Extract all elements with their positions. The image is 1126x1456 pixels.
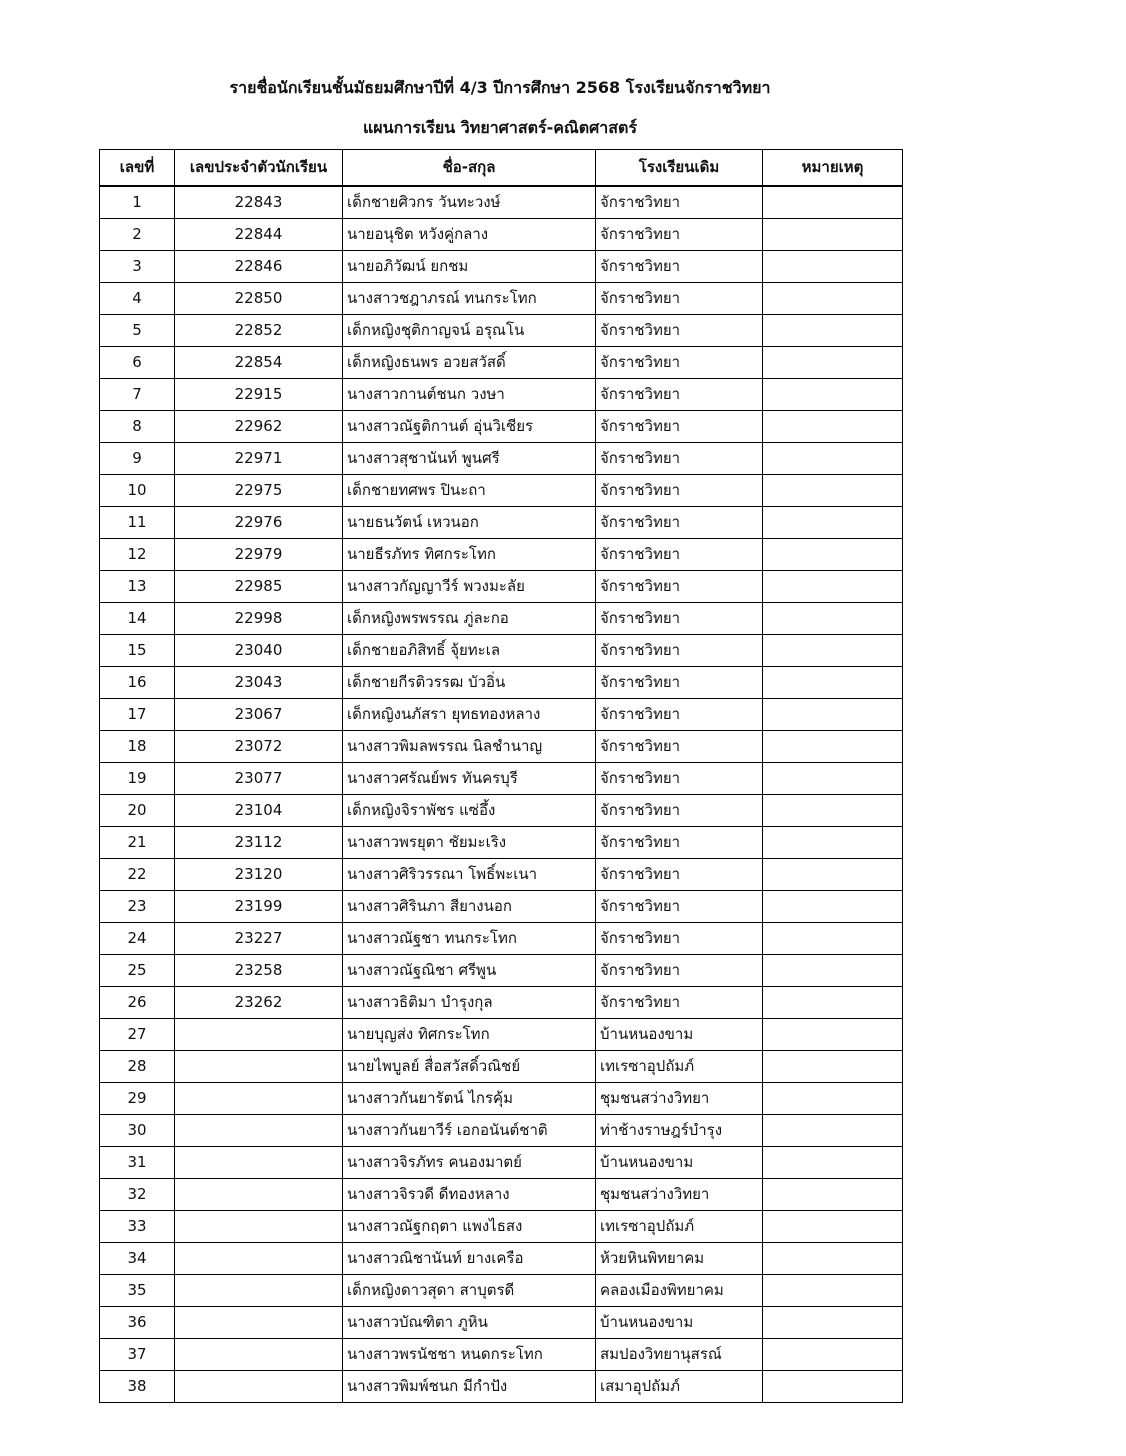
previous-school: จักราชวิทยา xyxy=(596,283,763,315)
table-row xyxy=(100,1339,903,1371)
previous-school: เทเรซาอุปถัมภ์ xyxy=(596,1051,763,1083)
student-name: นางสาวพรยุตา ชัยมะเริง xyxy=(343,827,596,859)
table-row xyxy=(100,186,903,219)
student-id: 22852 xyxy=(175,315,343,347)
remarks xyxy=(763,1371,903,1403)
previous-school: เสมาอุปถัมภ์ xyxy=(596,1371,763,1403)
remarks xyxy=(763,1147,903,1179)
row-number: 7 xyxy=(100,379,175,411)
row-number: 24 xyxy=(100,923,175,955)
remarks xyxy=(763,827,903,859)
remarks xyxy=(763,891,903,923)
student-id: 22976 xyxy=(175,507,343,539)
previous-school: ห้วยหินพิทยาคม xyxy=(596,1243,763,1275)
student-id xyxy=(175,1339,343,1371)
table-row xyxy=(100,763,903,795)
remarks xyxy=(763,1275,903,1307)
row-number: 14 xyxy=(100,603,175,635)
previous-school: จักราชวิทยา xyxy=(596,347,763,379)
previous-school: จักราชวิทยา xyxy=(596,219,763,251)
previous-school: จักราชวิทยา xyxy=(596,731,763,763)
student-name: นายบุญส่ง ทิศกระโทก xyxy=(343,1019,596,1051)
remarks xyxy=(763,475,903,507)
remarks xyxy=(763,186,903,219)
remarks xyxy=(763,603,903,635)
remarks xyxy=(763,539,903,571)
remarks xyxy=(763,1211,903,1243)
table-row xyxy=(100,219,903,251)
table-row xyxy=(100,1051,903,1083)
previous-school: จักราชวิทยา xyxy=(596,443,763,475)
row-number: 37 xyxy=(100,1339,175,1371)
row-number: 36 xyxy=(100,1307,175,1339)
row-number: 22 xyxy=(100,859,175,891)
row-number: 21 xyxy=(100,827,175,859)
row-number: 4 xyxy=(100,283,175,315)
row-number: 32 xyxy=(100,1179,175,1211)
previous-school: ท่าช้างราษฎร์บำรุง xyxy=(596,1115,763,1147)
remarks xyxy=(763,1339,903,1371)
table-row xyxy=(100,699,903,731)
remarks xyxy=(763,923,903,955)
remarks xyxy=(763,347,903,379)
row-number: 17 xyxy=(100,699,175,731)
student-id: 22843 xyxy=(175,186,343,219)
student-name: เด็กชายศิวกร วันทะวงษ์ xyxy=(343,186,596,219)
table-row xyxy=(100,443,903,475)
remarks xyxy=(763,1179,903,1211)
previous-school: จักราชวิทยา xyxy=(596,923,763,955)
remarks xyxy=(763,859,903,891)
previous-school: คลองเมืองพิทยาคม xyxy=(596,1275,763,1307)
remarks xyxy=(763,251,903,283)
student-id: 23067 xyxy=(175,699,343,731)
table-row xyxy=(100,1243,903,1275)
row-number: 15 xyxy=(100,635,175,667)
student-id: 23120 xyxy=(175,859,343,891)
remarks xyxy=(763,379,903,411)
table-row xyxy=(100,283,903,315)
table-row xyxy=(100,411,903,443)
student-name: นางสาวกานต์ชนก วงษา xyxy=(343,379,596,411)
remarks xyxy=(763,1083,903,1115)
row-number: 28 xyxy=(100,1051,175,1083)
remarks xyxy=(763,1051,903,1083)
student-id: 23258 xyxy=(175,955,343,987)
student-name: นายอภิวัฒน์ ยกชม xyxy=(343,251,596,283)
table-row xyxy=(100,571,903,603)
previous-school: จักราชวิทยา xyxy=(596,411,763,443)
student-id xyxy=(175,1147,343,1179)
remarks xyxy=(763,795,903,827)
student-name: นางสาวกันยาวีร์ เอกอนันต์ชาติ xyxy=(343,1115,596,1147)
student-name: นายไพบูลย์ สื่อสวัสดิ์วณิชย์ xyxy=(343,1051,596,1083)
student-name: เด็กหญิงธนพร อวยสวัสดิ์ xyxy=(343,347,596,379)
student-id: 22854 xyxy=(175,347,343,379)
student-id: 22979 xyxy=(175,539,343,571)
student-name: เด็กหญิงพรพรรณ ภู่ละกอ xyxy=(343,603,596,635)
student-name: นางสาวจิรภัทร คนองมาตย์ xyxy=(343,1147,596,1179)
student-id xyxy=(175,1019,343,1051)
row-number: 35 xyxy=(100,1275,175,1307)
table-row xyxy=(100,603,903,635)
previous-school: จักราชวิทยา xyxy=(596,667,763,699)
table-row xyxy=(100,475,903,507)
remarks xyxy=(763,699,903,731)
table-header-row xyxy=(100,150,903,187)
remarks xyxy=(763,283,903,315)
page-title: รายชื่อนักเรียนชั้นมัธยมศึกษาปีที่ 4/3 ปีการศึกษา 2568 โรงเรียนจักราชวิทยา xyxy=(229,78,771,97)
student-name: เด็กหญิงจิราพัชร แซ่อึ้ง xyxy=(343,795,596,827)
row-number: 27 xyxy=(100,1019,175,1051)
table-row xyxy=(100,795,903,827)
student-id: 22915 xyxy=(175,379,343,411)
student-name: นางสาวพิมพ์ชนก มีกำปัง xyxy=(343,1371,596,1403)
table-row xyxy=(100,1115,903,1147)
student-name: เด็กชายกีรติวรรฒ บัวอิ่น xyxy=(343,667,596,699)
student-name: นางสาวกันยารัตน์ ไกรคุ้ม xyxy=(343,1083,596,1115)
student-name: นางสาวชฎาภรณ์ ทนกระโทก xyxy=(343,283,596,315)
row-number: 19 xyxy=(100,763,175,795)
row-number: 16 xyxy=(100,667,175,699)
student-id xyxy=(175,1179,343,1211)
table-row xyxy=(100,859,903,891)
student-name: นางสาวณัฐติกานต์ อุ่นวิเชียร xyxy=(343,411,596,443)
remarks xyxy=(763,667,903,699)
remarks xyxy=(763,1019,903,1051)
remarks xyxy=(763,219,903,251)
remarks xyxy=(763,443,903,475)
table-row xyxy=(100,507,903,539)
table-row xyxy=(100,1179,903,1211)
remarks xyxy=(763,507,903,539)
row-number: 31 xyxy=(100,1147,175,1179)
previous-school: จักราชวิทยา xyxy=(596,315,763,347)
table-row xyxy=(100,955,903,987)
row-number: 23 xyxy=(100,891,175,923)
previous-school: จักราชวิทยา xyxy=(596,475,763,507)
student-name: นางสาวจิรวดี ดีทองหลาง xyxy=(343,1179,596,1211)
student-id xyxy=(175,1211,343,1243)
student-id xyxy=(175,1051,343,1083)
student-id: 22971 xyxy=(175,443,343,475)
student-id: 22985 xyxy=(175,571,343,603)
student-id xyxy=(175,1307,343,1339)
table-row xyxy=(100,1307,903,1339)
student-name: นางสาวบัณฑิตา ภูหิน xyxy=(343,1307,596,1339)
table-row xyxy=(100,667,903,699)
student-name: นายอนุชิต หวังคู่กลาง xyxy=(343,219,596,251)
remarks xyxy=(763,315,903,347)
row-number: 6 xyxy=(100,347,175,379)
previous-school: จักราชวิทยา xyxy=(596,827,763,859)
row-number: 18 xyxy=(100,731,175,763)
remarks xyxy=(763,571,903,603)
column-header-name: ชื่อ-สกุล xyxy=(343,150,596,187)
remarks xyxy=(763,731,903,763)
student-id: 22844 xyxy=(175,219,343,251)
row-number: 5 xyxy=(100,315,175,347)
table-row xyxy=(100,731,903,763)
previous-school: ชุมชนสว่างวิทยา xyxy=(596,1179,763,1211)
row-number: 8 xyxy=(100,411,175,443)
student-id xyxy=(175,1275,343,1307)
previous-school: จักราชวิทยา xyxy=(596,955,763,987)
student-name: นางสาวพรนัชชา หนดกระโทก xyxy=(343,1339,596,1371)
table-row xyxy=(100,1147,903,1179)
row-number: 9 xyxy=(100,443,175,475)
remarks xyxy=(763,987,903,1019)
row-number: 1 xyxy=(100,186,175,219)
student-name: นางสาวณิชานันท์ ยางเครือ xyxy=(343,1243,596,1275)
row-number: 3 xyxy=(100,251,175,283)
student-id: 23199 xyxy=(175,891,343,923)
student-id: 23112 xyxy=(175,827,343,859)
table-row xyxy=(100,923,903,955)
previous-school: บ้านหนองขาม xyxy=(596,1147,763,1179)
student-id: 23104 xyxy=(175,795,343,827)
table-row xyxy=(100,635,903,667)
student-roster-table xyxy=(99,149,903,1403)
student-id xyxy=(175,1243,343,1275)
table-row xyxy=(100,1371,903,1403)
row-number: 13 xyxy=(100,571,175,603)
student-name: นางสาวกัญญาวีร์ พวงมะลัย xyxy=(343,571,596,603)
student-id: 23077 xyxy=(175,763,343,795)
table-row xyxy=(100,315,903,347)
previous-school: จักราชวิทยา xyxy=(596,539,763,571)
row-number: 20 xyxy=(100,795,175,827)
table-row xyxy=(100,987,903,1019)
student-name: นายธนวัตน์ เหวนอก xyxy=(343,507,596,539)
previous-school: จักราชวิทยา xyxy=(596,763,763,795)
previous-school: บ้านหนองขาม xyxy=(596,1307,763,1339)
row-number: 12 xyxy=(100,539,175,571)
table-row xyxy=(100,379,903,411)
student-id: 22975 xyxy=(175,475,343,507)
previous-school: จักราชวิทยา xyxy=(596,571,763,603)
table-row xyxy=(100,891,903,923)
previous-school: จักราชวิทยา xyxy=(596,507,763,539)
column-header-student-id: เลขประจำตัวนักเรียน xyxy=(175,150,343,187)
column-header-number: เลขที่ xyxy=(100,150,175,187)
row-number: 25 xyxy=(100,955,175,987)
remarks xyxy=(763,955,903,987)
student-name: เด็กหญิงดาวสุดา สาบุตรดี xyxy=(343,1275,596,1307)
remarks xyxy=(763,1307,903,1339)
remarks xyxy=(763,763,903,795)
student-name: นางสาวธิติมา บำรุงกุล xyxy=(343,987,596,1019)
column-header-remarks: หมายเหตุ xyxy=(763,150,903,187)
previous-school: จักราชวิทยา xyxy=(596,635,763,667)
previous-school: จักราชวิทยา xyxy=(596,891,763,923)
table-row xyxy=(100,1019,903,1051)
student-name: เด็กชายอภิสิทธิ์ จุ้ยทะเล xyxy=(343,635,596,667)
table-row xyxy=(100,347,903,379)
table-row xyxy=(100,539,903,571)
remarks xyxy=(763,1243,903,1275)
student-name: นางสาวณัฐชา ทนกระโทก xyxy=(343,923,596,955)
row-number: 33 xyxy=(100,1211,175,1243)
row-number: 29 xyxy=(100,1083,175,1115)
student-id xyxy=(175,1115,343,1147)
table-body xyxy=(100,186,903,1403)
student-name: นางสาวศรัณย์พร ทันครบุรี xyxy=(343,763,596,795)
previous-school: ชุมชนสว่างวิทยา xyxy=(596,1083,763,1115)
student-name: นางสาวพิมลพรรณ นิลชำนาญ xyxy=(343,731,596,763)
previous-school: เทเรซาอุปถัมภ์ xyxy=(596,1211,763,1243)
row-number: 38 xyxy=(100,1371,175,1403)
previous-school: จักราชวิทยา xyxy=(596,186,763,219)
student-id: 22846 xyxy=(175,251,343,283)
student-name: นางสาวสุชานันท์ พูนศรี xyxy=(343,443,596,475)
previous-school: จักราชวิทยา xyxy=(596,379,763,411)
previous-school: จักราชวิทยา xyxy=(596,859,763,891)
page-subtitle: แผนการเรียน วิทยาศาสตร์-คณิตศาสตร์ xyxy=(362,118,638,137)
table-row xyxy=(100,1275,903,1307)
student-id: 23262 xyxy=(175,987,343,1019)
previous-school: จักราชวิทยา xyxy=(596,795,763,827)
student-name: นางสาวณัฐณิชา ศรีพูน xyxy=(343,955,596,987)
previous-school: สมปองวิทยานุสรณ์ xyxy=(596,1339,763,1371)
student-id: 23040 xyxy=(175,635,343,667)
previous-school: บ้านหนองขาม xyxy=(596,1019,763,1051)
previous-school: จักราชวิทยา xyxy=(596,699,763,731)
column-header-previous-school: โรงเรียนเดิม xyxy=(596,150,763,187)
row-number: 34 xyxy=(100,1243,175,1275)
table-row xyxy=(100,1211,903,1243)
student-name: นางสาวศิรินภา สียางนอก xyxy=(343,891,596,923)
student-id: 23043 xyxy=(175,667,343,699)
remarks xyxy=(763,635,903,667)
student-name: นายธีรภัทร ทิศกระโทก xyxy=(343,539,596,571)
row-number: 26 xyxy=(100,987,175,1019)
student-id xyxy=(175,1083,343,1115)
student-id: 22962 xyxy=(175,411,343,443)
student-id: 22998 xyxy=(175,603,343,635)
table-row xyxy=(100,1083,903,1115)
student-name: นางสาวศิริวรรณา โพธิ์พะเนา xyxy=(343,859,596,891)
student-name: นางสาวณัฐกฤตา แพงไธสง xyxy=(343,1211,596,1243)
student-name: เด็กหญิงนภัสรา ยุทธทองหลาง xyxy=(343,699,596,731)
remarks xyxy=(763,1115,903,1147)
student-id xyxy=(175,1371,343,1403)
previous-school: จักราชวิทยา xyxy=(596,603,763,635)
previous-school: จักราชวิทยา xyxy=(596,251,763,283)
student-id: 23227 xyxy=(175,923,343,955)
table-row xyxy=(100,827,903,859)
row-number: 11 xyxy=(100,507,175,539)
student-id: 23072 xyxy=(175,731,343,763)
student-name: เด็กหญิงชุติกาญจน์ อรุณโน xyxy=(343,315,596,347)
student-id: 22850 xyxy=(175,283,343,315)
table-row xyxy=(100,251,903,283)
row-number: 10 xyxy=(100,475,175,507)
student-name: เด็กชายทศพร ปินะถา xyxy=(343,475,596,507)
row-number: 2 xyxy=(100,219,175,251)
previous-school: จักราชวิทยา xyxy=(596,987,763,1019)
row-number: 30 xyxy=(100,1115,175,1147)
remarks xyxy=(763,411,903,443)
